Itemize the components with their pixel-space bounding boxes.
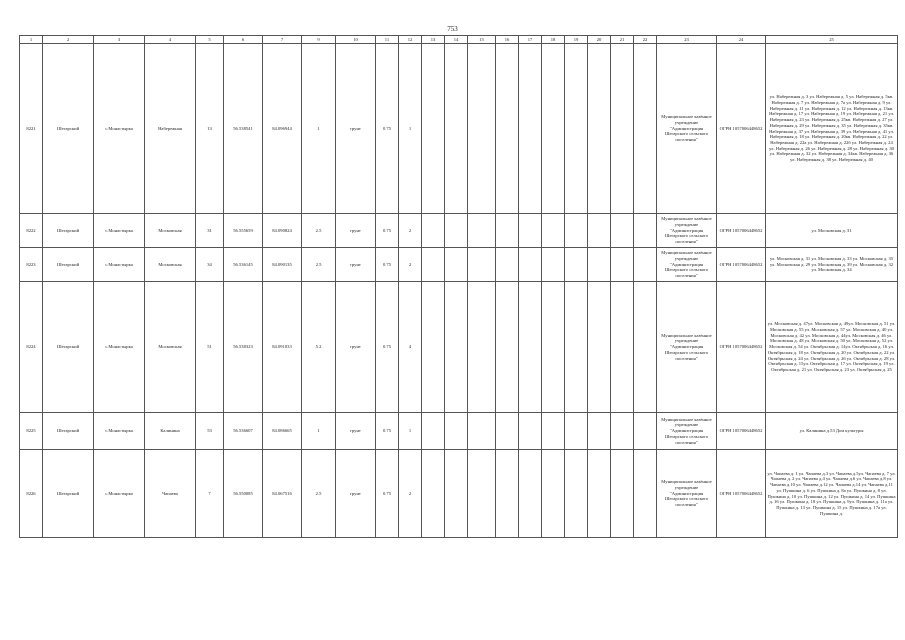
longitude-cell: 84.086665: [263, 413, 302, 450]
header-cell: 17: [519, 36, 542, 44]
volume-cell: 0.75: [376, 282, 399, 413]
row-number: 8222: [20, 214, 43, 248]
latitude-cell: 56.550085: [224, 450, 263, 538]
district-cell: Шегарский: [43, 214, 94, 248]
header-cell: 6: [224, 36, 263, 44]
surface-cell: грунт: [336, 450, 376, 538]
register-table: [19, 35, 898, 538]
header-row: [20, 36, 898, 44]
header-cell: 19: [565, 36, 588, 44]
org-cell: Муниципальное казённое учреждение "Администрация Шегарского сельского поселения": [657, 413, 717, 450]
org-cell: Муниципальное казённое учреждение "Администрация Шегарского сельского поселения": [657, 44, 717, 214]
table-row: [20, 413, 898, 450]
district-cell: Шегарский: [43, 248, 94, 282]
addresses-cell: ул. Набережная д. 3 ул. Набережная д. 5 ул. Набережная д. 5кв. Набережная д. 7 ул. Набережная д. 7а ул. Набережная д. 9 ул. Набережная д. 11 ул. Набережная д. 12 ул. Набережная д. 13кв. Набережная д. 17 ул. Набережная д. 19 ул. Набережная д. 21 ул. Набережная д. 23 ул. Набережная д. 25кв. Набережная д. 27 ул. Набережная д. 29 ул. Набережная д. 35 ул. Набережная д. 35кв. Набережная д. 37 ул. Набережная д. 39 ул. Набережная д. 41 ул. Набережная д. 18 ул. Набережная д. 20кв. Набережная д. 22 ул. Набережная д. 22а ул. Набережная д. 22б ул. Набережная д. 24 ул. Набережная д. 26 ул. Набережная д. 28 ул. Набережная д. 30 ул. Набережная д. 32 ул. Набережная д. 34кв. Набережная д. 36 ул. Набережная д. 38 ул. Набережная д. 40: [766, 44, 898, 214]
volume-cell: 0.75: [376, 413, 399, 450]
ogrn-cell: ОГРН 1057006448652: [717, 282, 766, 413]
count-cell: 2: [399, 248, 422, 282]
table-row: [20, 214, 898, 248]
header-cell: 1: [20, 36, 43, 44]
table-row: [20, 248, 898, 282]
row-number: 8223: [20, 248, 43, 282]
table-row: [20, 282, 898, 413]
longitude-cell: 84.067516: [263, 450, 302, 538]
count-cell: 1: [399, 44, 422, 214]
header-cell: 11: [376, 36, 399, 44]
header-cell: 2: [43, 36, 94, 44]
settlement-cell: с.Монастырка: [94, 214, 145, 248]
ogrn-cell: ОГРН 1057006448652: [717, 248, 766, 282]
header-cell: 9: [302, 36, 336, 44]
org-cell: Муниципальное казённое учреждение "Администрация Шегарского сельского поселения": [657, 282, 717, 413]
surface-cell: грунт: [336, 44, 376, 214]
header-cell: 4: [145, 36, 196, 44]
latitude-cell: 56.536607: [224, 413, 263, 450]
header-cell: 13: [422, 36, 445, 44]
row-number: 8225: [20, 413, 43, 450]
row-number: 8224: [20, 282, 43, 413]
surface-cell: грунт: [336, 413, 376, 450]
settlement-cell: с.Монастырка: [94, 282, 145, 413]
header-cell: 22: [634, 36, 657, 44]
settlement-cell: с.Монастырка: [94, 413, 145, 450]
header-cell: 15: [468, 36, 496, 44]
volume-cell: 0.75: [376, 214, 399, 248]
house-cell: 51: [196, 282, 224, 413]
addresses-cell: ул. Московская д. 31: [766, 214, 898, 248]
surface-cell: грунт: [336, 214, 376, 248]
header-cell: 10: [336, 36, 376, 44]
area-cell: 5.2: [302, 282, 336, 413]
header-cell: 7: [263, 36, 302, 44]
header-cell: 3: [94, 36, 145, 44]
surface-cell: грунт: [336, 248, 376, 282]
latitude-cell: 56.538541: [224, 44, 263, 214]
longitude-cell: 84.096944: [263, 44, 302, 214]
ogrn-cell: ОГРН 1057006448652: [717, 450, 766, 538]
latitude-cell: 56.538323: [224, 282, 263, 413]
table-row: [20, 44, 898, 214]
table-row: [20, 450, 898, 538]
count-cell: 1: [399, 413, 422, 450]
row-number: 8226: [20, 450, 43, 538]
settlement-cell: с.Монастырка: [94, 44, 145, 214]
addresses-cell: ул. Чапаева д. 1 ул. Чапаева д.3 ул. Чапаева д.5ул. Чапаева д. 7 ул. Чапаева д. 2 ул. Чапаева д.4 ул. Чапаева д.6 ул. Чапаева д.8 ул. Чапаева д.10 ул. Чапаева д.12 ул. Чапаева д.14 ул. Чапаева д.11 ул. Пушкина д. 6 ул. Пушкина д. 8а ул. Пушкина д. 8 ул. Пушкина д. 10 ул. Пушкина д. 12 ул. Пушкина д. 14 ул. Пушкина д. 16 ул. Пушкина д. 18 ул. Пушкина д. 9ул. Пушкина д. 11а ул. Пушкина д. 13 ул. Пушкина д. 15 ул. Пушкина д. 17а ул. Пушкина д.: [766, 450, 898, 538]
house-cell: 7: [196, 450, 224, 538]
area-cell: 1: [302, 413, 336, 450]
header-cell: 18: [542, 36, 565, 44]
volume-cell: 0.75: [376, 248, 399, 282]
org-cell: Муниципальное казённое учреждение "Администрация Шегарского сельского поселения": [657, 248, 717, 282]
settlement-cell: с.Монастырка: [94, 450, 145, 538]
house-cell: 34: [196, 248, 224, 282]
header-cell: 16: [496, 36, 519, 44]
street-cell: Московская: [145, 282, 196, 413]
district-cell: Шегарский: [43, 450, 94, 538]
header-cell: 5: [196, 36, 224, 44]
header-cell: 12: [399, 36, 422, 44]
row-number: 8221: [20, 44, 43, 214]
street-cell: Набережная: [145, 44, 196, 214]
header-cell: 24: [717, 36, 766, 44]
longitude-cell: 84.091033: [263, 282, 302, 413]
street-cell: Чапаева: [145, 450, 196, 538]
count-cell: 2: [399, 450, 422, 538]
area-cell: 1: [302, 44, 336, 214]
house-cell: 53: [196, 413, 224, 450]
addresses-cell: ул. Московская д. 31 ул. Московская д. 33 ул. Московская д. 35 ул. Московская д. 29 ул. Московская д. 39 ул. Московская д. 32 ул. Московская д. 34: [766, 248, 898, 282]
ogrn-cell: ОГРН 1057006448652: [717, 413, 766, 450]
longitude-cell: 84.090824: [263, 214, 302, 248]
area-cell: 2.5: [302, 214, 336, 248]
page-number: 753: [447, 25, 458, 33]
org-cell: Муниципальное казённое учреждение "Администрация Шегарского сельского поселения": [657, 214, 717, 248]
volume-cell: 0.75: [376, 44, 399, 214]
street-cell: Калинина: [145, 413, 196, 450]
ogrn-cell: ОГРН 1057006448652: [717, 44, 766, 214]
addresses-cell: ул. Московская д. 47ул. Московская д. 49ул. Московская д. 51 ул. Московская д. 55 ул. Московская д. 57 ул. Московская д. 40 ул. Московская д. 42 ул. Московская д. 44ул. Московская д. 46 ул. Московская д. 48 ул. Московская д. 50 ул. Московская д. 52 ул. Московская д. 54 ул. Октябрьская д. 14ул. Октябрьская д. 16 ул. Октябрьская д. 18 ул. Октябрьская д. 20 ул. Октябрьская д. 22 ул. Октябрьская д. 24 ул. Октябрьская д. 26 ул. Октябрьская д. 28 ул. Октябрьская д. 15ул. Октябрьская д. 17 ул. Октябрьская д. 19 ул. Октябрьская д. 21 ул. Октябрьская д. 23 ул. Октябрьская д. 25: [766, 282, 898, 413]
latitude-cell: 56.536145: [224, 248, 263, 282]
header-cell: 14: [445, 36, 468, 44]
district-cell: Шегарский: [43, 413, 94, 450]
district-cell: Шегарский: [43, 282, 94, 413]
ogrn-cell: ОГРН 1057006448652: [717, 214, 766, 248]
count-cell: 2: [399, 214, 422, 248]
house-cell: 13: [196, 44, 224, 214]
area-cell: 2.5: [302, 248, 336, 282]
surface-cell: грунт: [336, 282, 376, 413]
org-cell: Муниципальное казённое учреждение "Администрация Шегарского сельского поселения": [657, 450, 717, 538]
latitude-cell: 56.555659: [224, 214, 263, 248]
district-cell: Шегарский: [43, 44, 94, 214]
addresses-cell: ул. Калинина д.53 Дом культуры: [766, 413, 898, 450]
volume-cell: 0.75: [376, 450, 399, 538]
area-cell: 2.5: [302, 450, 336, 538]
settlement-cell: с.Монастырка: [94, 248, 145, 282]
count-cell: 4: [399, 282, 422, 413]
header-cell: 21: [611, 36, 634, 44]
header-cell: 25: [766, 36, 898, 44]
street-cell: Московская: [145, 214, 196, 248]
header-cell: 23: [657, 36, 717, 44]
longitude-cell: 84.090135: [263, 248, 302, 282]
header-cell: 20: [588, 36, 611, 44]
street-cell: Московская: [145, 248, 196, 282]
house-cell: 31: [196, 214, 224, 248]
